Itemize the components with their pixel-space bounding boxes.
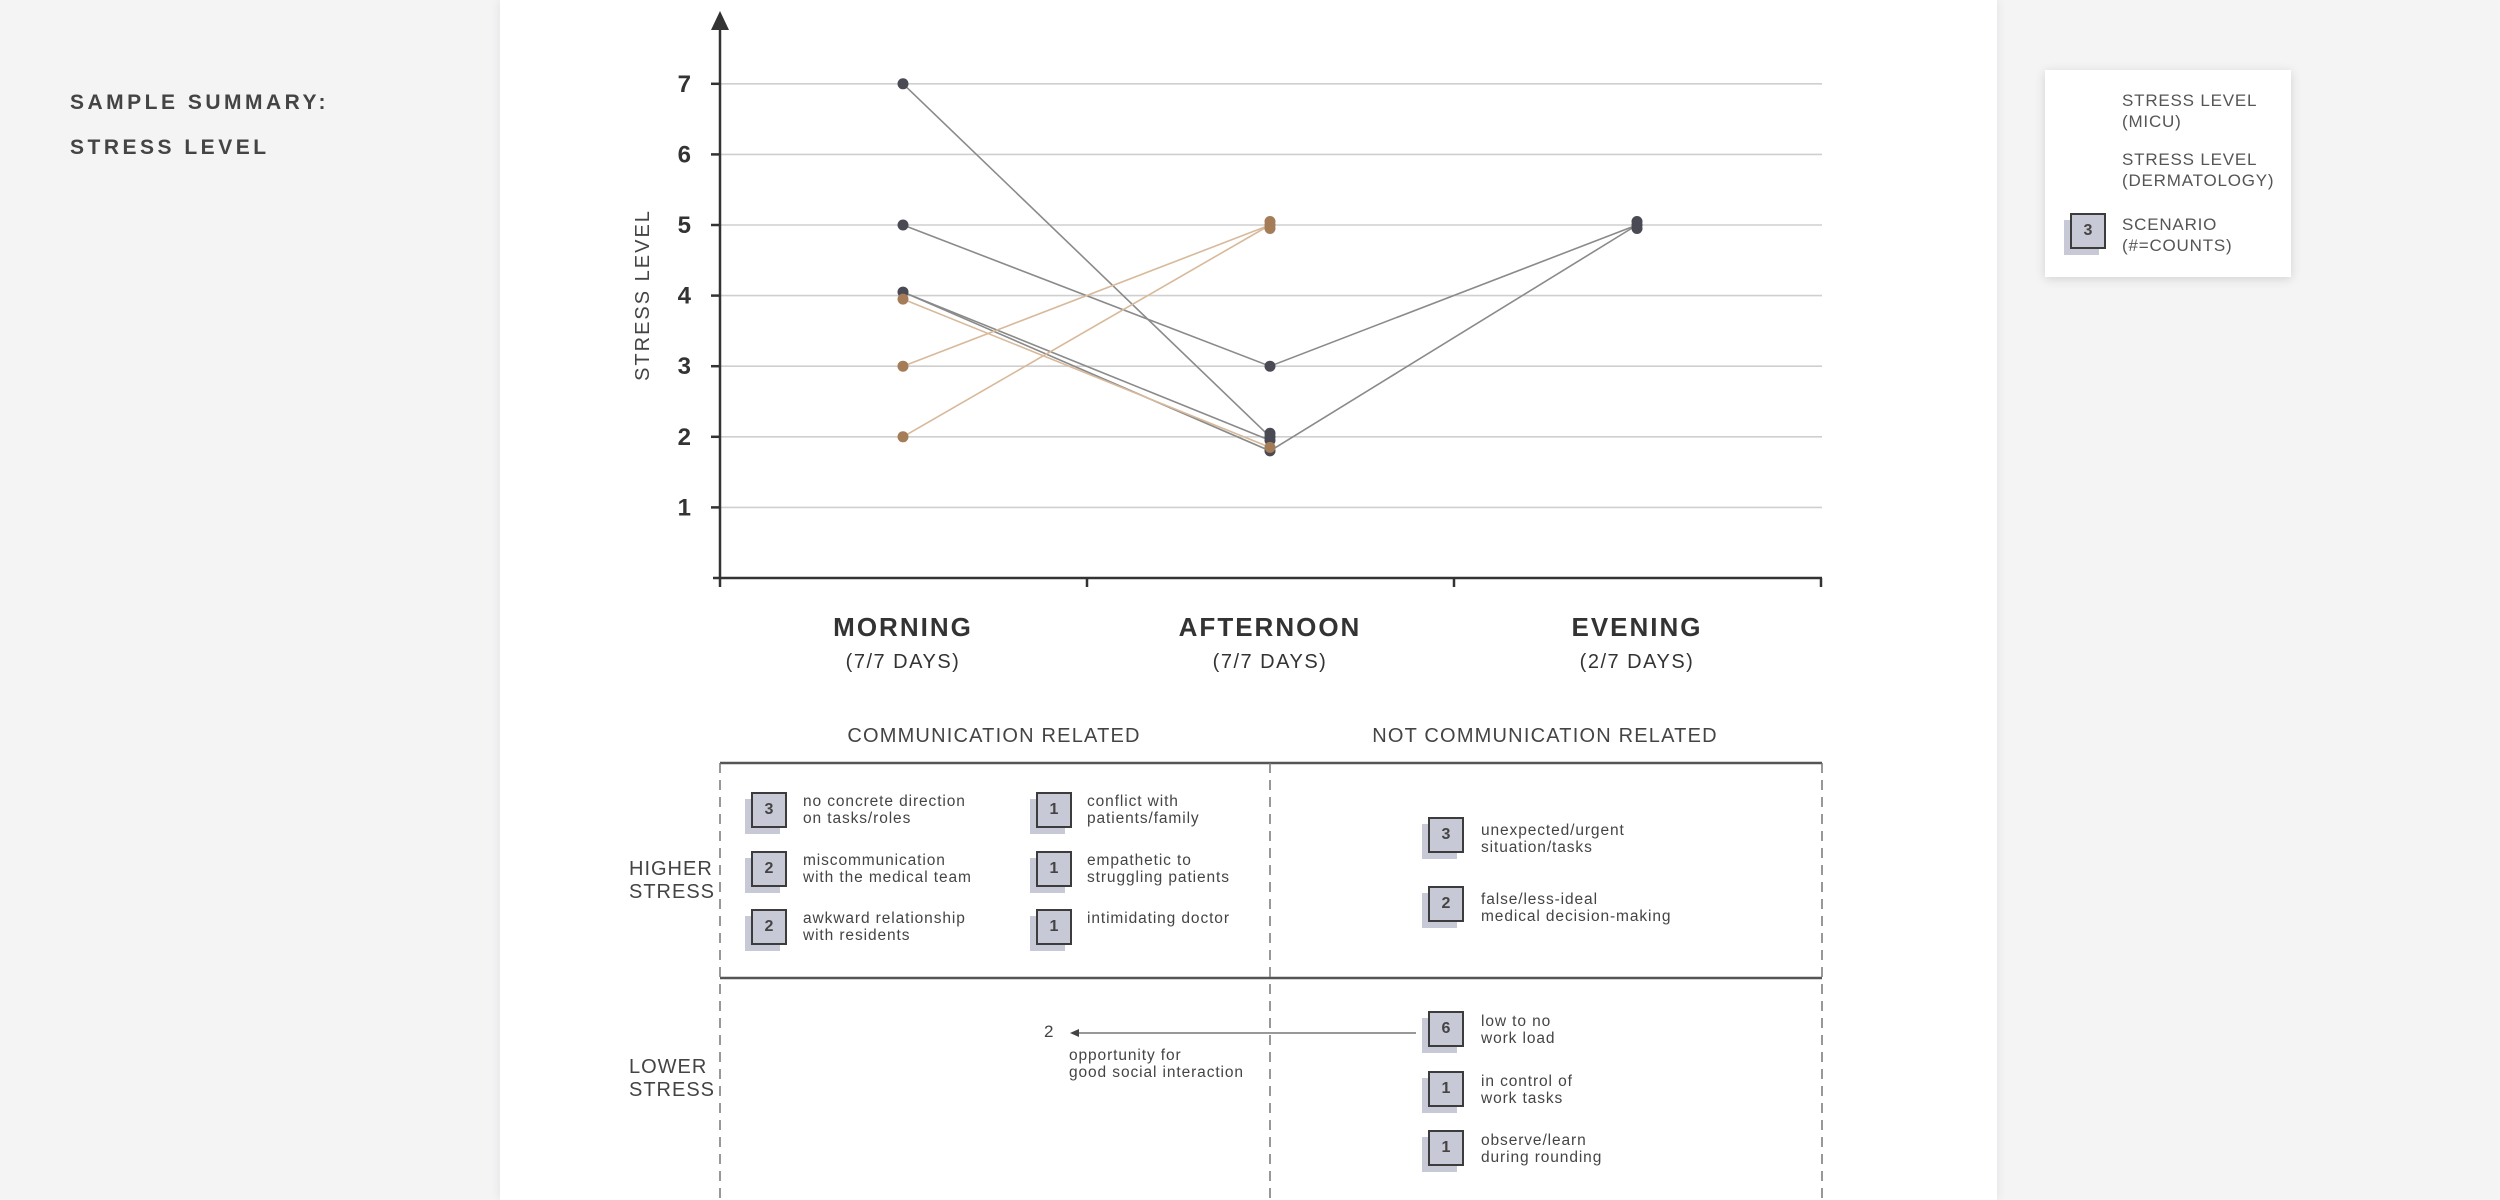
chart-axes (711, 11, 1822, 587)
scenario-count-box (751, 792, 787, 828)
y-tick-label: 4 (677, 282, 691, 310)
scenario-label: miscommunication with the medical team (803, 852, 972, 886)
data-point-derm (898, 431, 909, 442)
data-point-micu (898, 78, 909, 89)
scenario-count: 1 (1036, 792, 1072, 828)
scenario-count-box (1428, 817, 1464, 853)
scenario-count: 1 (1428, 1130, 1464, 1166)
series-points (898, 78, 1643, 456)
period-name: EVENING (1571, 612, 1703, 642)
scenario-count-box (1428, 1011, 1464, 1047)
data-point-derm (1265, 216, 1276, 227)
y-axis-arrow (711, 11, 729, 30)
y-tick-label: 6 (677, 141, 691, 169)
scenario-count-box (1036, 909, 1072, 945)
period-morning (803, 612, 1003, 674)
scenario-label: unexpected/urgent situation/tasks (1481, 822, 1625, 856)
scenario-count: 2 (751, 851, 787, 887)
legend-scenario-count: 3 (2070, 213, 2106, 249)
scenario-count-box (1428, 1071, 1464, 1107)
scenario-count: 6 (1428, 1011, 1464, 1047)
period-days: (7/7 DAYS) (845, 651, 961, 673)
data-point-micu (1632, 216, 1643, 227)
scenario-count-box (751, 851, 787, 887)
series-lines (903, 84, 1637, 451)
scenario-label: false/less-ideal medical decision-making (1481, 891, 1672, 925)
scenario-count: 1 (1036, 851, 1072, 887)
scenario-label: in control of work tasks (1481, 1073, 1573, 1107)
scenario-count: 1 (1036, 909, 1072, 945)
data-point-micu (1265, 361, 1276, 372)
side-title-line1: SAMPLE SUMMARY: (70, 91, 329, 114)
scenario-label: observe/learn during rounding (1481, 1132, 1603, 1166)
scenario-label: empathetic to struggling patients (1087, 852, 1230, 886)
period-days: (2/7 DAYS) (1579, 651, 1695, 673)
scenario-count: 1 (1428, 1071, 1464, 1107)
period-name: AFTERNOON (1178, 612, 1362, 642)
scenario-count-box (751, 909, 787, 945)
data-point-derm (898, 294, 909, 305)
y-tick-label: 1 (677, 494, 691, 522)
legend-scenario: SCENARIO (#=COUNTS) (2122, 215, 2233, 255)
y-axis-label: STRESS LEVEL (632, 209, 654, 381)
y-tick-labels (678, 71, 692, 522)
legend (2045, 70, 2291, 277)
period-afternoon (1170, 612, 1370, 674)
lower-comm-count: 2 (1044, 1022, 1055, 1041)
y-tick-label: 2 (677, 423, 691, 451)
y-tick-label: 7 (677, 70, 691, 98)
period-evening (1537, 612, 1737, 674)
scenario-label: conflict with patients/family (1087, 793, 1200, 827)
row-higher-stress: HIGHER STRESS (629, 858, 716, 903)
scenario-label: no concrete direction on tasks/roles (803, 793, 966, 827)
data-point-micu (1265, 428, 1276, 439)
scenario-label: low to no work load (1481, 1013, 1556, 1047)
col-communication: COMMUNICATION RELATED (847, 725, 1141, 747)
scenario-count-box (1036, 792, 1072, 828)
legend-derm: STRESS LEVEL (DERMATOLOGY) (2122, 150, 2275, 190)
scenario-count: 2 (1428, 886, 1464, 922)
scenario-count-box (1428, 886, 1464, 922)
scenario-count: 3 (1428, 817, 1464, 853)
scenario-table-lines (720, 763, 1822, 1200)
scenario-count: 2 (751, 909, 787, 945)
series-line-derm (903, 299, 1270, 447)
row-lower-stress: LOWER STRESS (629, 1056, 716, 1101)
series-line-micu (903, 225, 1637, 451)
lower-comm-note: opportunity for good social interaction (1069, 1047, 1244, 1081)
y-tick-label: 3 (677, 353, 691, 381)
scenario-count-box (1036, 851, 1072, 887)
scenario-label: awkward relationship with residents (803, 910, 966, 944)
y-tick-label: 5 (677, 212, 691, 239)
series-line-derm (903, 225, 1270, 437)
period-name: MORNING (833, 612, 973, 642)
legend-micu: STRESS LEVEL (MICU) (2122, 91, 2258, 131)
legend-scenario-box (2070, 213, 2106, 249)
data-point-micu (898, 220, 909, 231)
data-point-derm (1265, 442, 1276, 453)
data-point-derm (898, 361, 909, 372)
scenario-count-box (1428, 1130, 1464, 1166)
col-not-communication: NOT COMMUNICATION RELATED (1372, 725, 1718, 747)
side-title-line2: STRESS LEVEL (70, 136, 270, 159)
lower-comm-arrowhead (1070, 1029, 1079, 1037)
scenario-count: 3 (751, 792, 787, 828)
series-line-micu (903, 84, 1270, 437)
scenario-label: intimidating doctor (1087, 910, 1230, 927)
period-days: (7/7 DAYS) (1212, 651, 1328, 673)
